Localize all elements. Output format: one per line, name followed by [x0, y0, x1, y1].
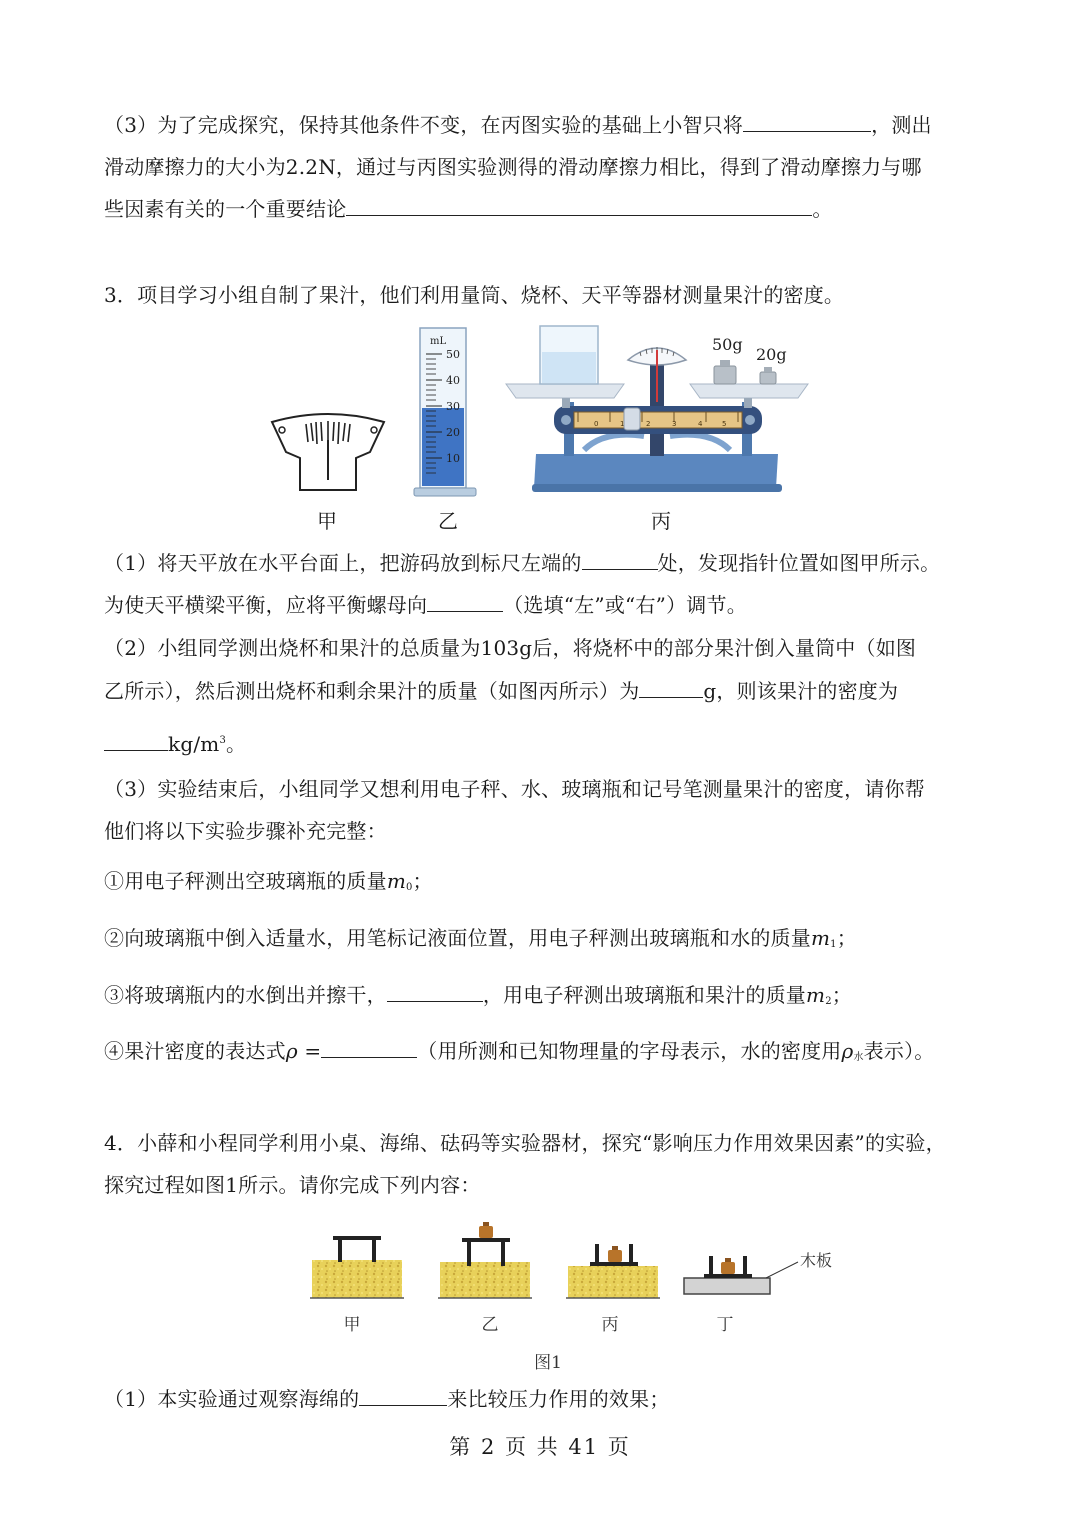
wooden-board	[684, 1278, 770, 1294]
fig1-label-bing: 丙	[601, 1315, 619, 1335]
beam-scale-number: 2	[646, 420, 651, 428]
q3-stem: 3．项目学习小组自制了果汁，他们利用量筒、烧杯、天平等器材测量果汁的密度。	[104, 283, 845, 307]
answer-blank[interactable]	[639, 679, 703, 698]
cylinder-tick-label: 40	[446, 374, 460, 387]
measuring-cylinder-figure	[412, 326, 478, 498]
answer-blank[interactable]	[582, 551, 658, 570]
beam-scale-number: 5	[722, 420, 727, 428]
beam-scale-number: 1	[620, 420, 625, 428]
answer-blank[interactable]	[743, 113, 871, 132]
q3-part2-line3: $kg/m^3$。	[104, 726, 246, 759]
cylinder-tick-label: 20	[446, 426, 460, 439]
answer-blank[interactable]	[321, 1039, 417, 1058]
answer-blank[interactable]	[387, 983, 483, 1002]
beam-scale-number: 4	[698, 420, 703, 428]
beam-scale-number: 0	[594, 420, 599, 428]
q2-part3-line1: （3）为了完成探究，保持其他条件不变，在丙图实验的基础上小智只将 ，测出	[104, 113, 932, 137]
cylinder-unit: mL	[430, 336, 447, 347]
q4-part1: （1）本实验通过观察海绵的 来比较压力作用的效果；	[104, 1387, 670, 1411]
answer-blank[interactable]	[104, 732, 168, 751]
q4-stem-line2: 探究过程如图1所示。请你完成下列内容：	[104, 1173, 481, 1197]
q4-stem-line1: 4．小薛和小程同学利用小桌、海绵、砝码等实验器材，探究“影响压力作用效果因素”的实验，	[104, 1131, 946, 1155]
q3-step1: ①用电子秤测出空玻璃瓶的质量$m_0$；	[104, 869, 433, 893]
cylinder-tick-label: 30	[446, 400, 460, 413]
board-label: 木板	[800, 1251, 833, 1270]
beam-scale-number: 3	[672, 420, 677, 428]
q3-part3-line1: （3）实验结束后，小组同学又想利用电子秤、水、玻璃瓶和记号笔测量果汁的密度，请你帮	[104, 777, 925, 801]
q3-part3-line2: 他们将以下实验步骤补充完整：	[104, 819, 387, 843]
q3-step2: ②向玻璃瓶中倒入适量水，用笔标记液面位置，用电子秤测出玻璃瓶和水的质量$m_1$；	[104, 926, 857, 950]
sponge	[312, 1260, 402, 1298]
pressure-experiment-figure	[300, 1216, 840, 1312]
answer-blank[interactable]	[346, 197, 812, 216]
fig1-label-jia: 甲	[343, 1315, 361, 1335]
fig1-label-ding: 丁	[716, 1315, 734, 1335]
page-footer: 第 2 页 共 41 页	[449, 1435, 631, 1459]
fig1-label-yi: 乙	[481, 1315, 499, 1335]
caption-yi: 乙	[438, 509, 458, 533]
cylinder-tick-label: 50	[446, 348, 460, 361]
balance-figure	[504, 322, 810, 496]
q3-part2-line1: （2）小组同学测出烧杯和果汁的总质量为103g后，将烧杯中的部分果汁倒入量筒中（如图	[104, 636, 917, 660]
sponge	[440, 1262, 530, 1298]
q3-step3: ③将玻璃瓶内的水倒出并擦干， ，用电子秤测出玻璃瓶和果汁的质量$m_2$；	[104, 983, 852, 1007]
q3-part2-line2: 乙所示），然后测出烧杯和剩余果汁的质量（如图丙所示）为 g，则该果汁的密度为	[104, 679, 899, 703]
q3-part1-line2: 为使天平横梁平衡，应将平衡螺母向 （选填“左”或“右”）调节。	[104, 593, 747, 617]
answer-blank[interactable]	[427, 593, 503, 612]
weight-icon	[721, 1262, 735, 1274]
weight-50g-label: 50g	[712, 335, 743, 354]
pointer-scale-figure	[266, 410, 390, 494]
caption-bing: 丙	[651, 509, 671, 533]
q2-part3-line3: 些因素有关的一个重要结论 。	[104, 197, 833, 221]
q3-step4: ④果汁密度的表达式ρ = （用所测和已知物理量的字母表示，水的密度用$\rho_水$表示）。	[104, 1039, 935, 1063]
sponge	[568, 1266, 658, 1298]
weight-icon	[479, 1226, 493, 1238]
weight-20g-label: 20g	[756, 345, 787, 364]
weight-icon	[608, 1250, 622, 1262]
q2-part3-line2: 滑动摩擦力的大小为2.2N，通过与丙图实验测得的滑动摩擦力相比，得到了滑动摩擦力与哪	[104, 155, 922, 179]
cylinder-tick-label: 10	[446, 452, 460, 465]
figure-caption: 图1	[534, 1353, 562, 1373]
caption-jia: 甲	[317, 509, 337, 533]
q3-part1-line1: （1）将天平放在水平台面上，把游码放到标尺左端的 处，发现指针位置如图甲所示。	[104, 551, 941, 575]
answer-blank[interactable]	[359, 1387, 447, 1406]
